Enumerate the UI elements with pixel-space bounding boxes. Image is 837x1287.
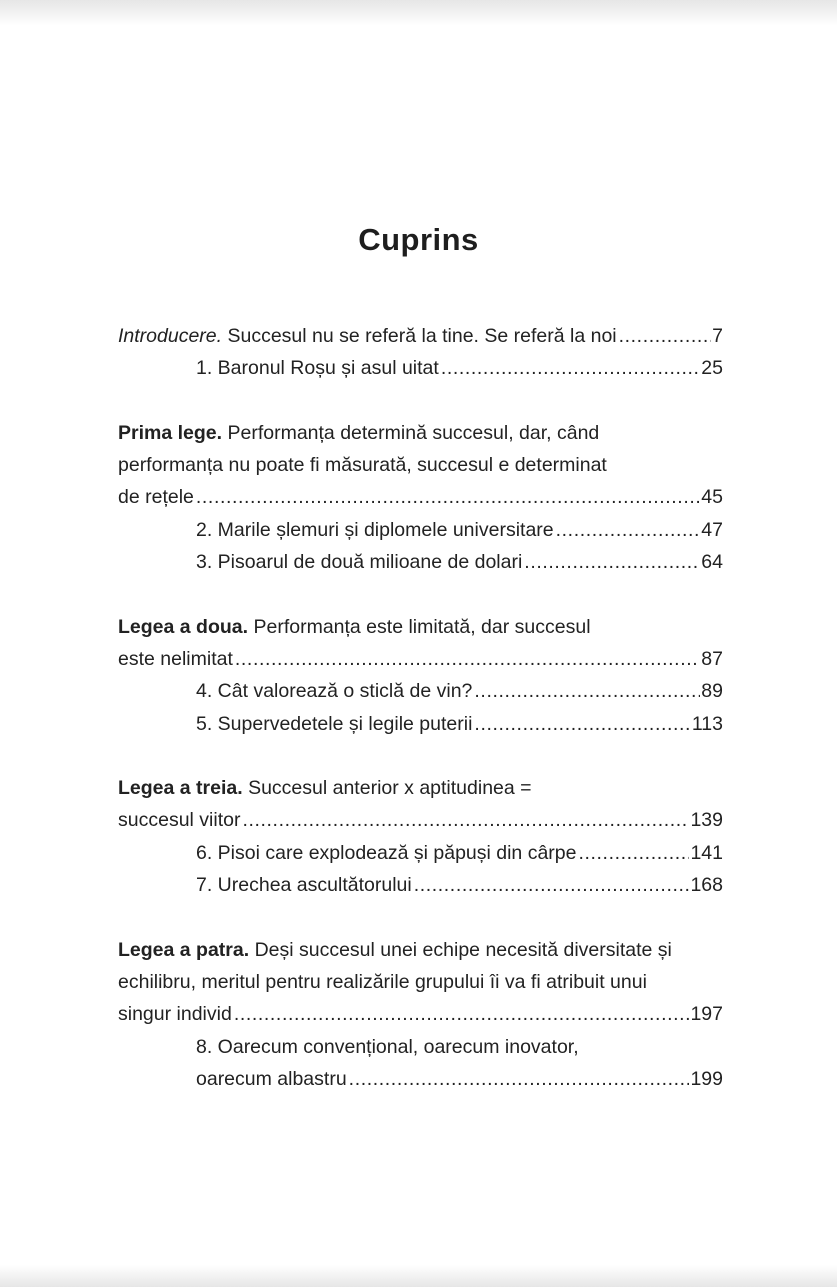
page-number: 87 [701,647,723,670]
law-text-line: echilibru, meritul pentru realizările grupului îi va fi atribuit unui [118,970,647,993]
chapter-title: 3. Pisoarul de două milioane de dolari [196,551,523,574]
page-number: 64 [701,551,723,574]
toc-section-law-3 [118,772,723,901]
page-number: 199 [690,1067,723,1090]
page-number: 25 [701,357,723,380]
page-number: 141 [690,841,723,864]
page-top-shadow [0,0,837,26]
law-heading-line [118,934,723,966]
page-number: 168 [690,874,723,897]
toc-entry-chapter-1 [118,352,723,384]
page-title: Cuprins [358,221,479,257]
toc-entry-law-1 [118,481,723,513]
chapter-title: 7. Urechea ascultătorului [196,874,412,897]
page-number: 47 [701,518,723,541]
toc-entry-chapter-2 [118,514,723,546]
law-label: Prima lege. [118,421,223,444]
chapter-title: oarecum albastru [196,1067,347,1090]
toc-entry-chapter-7 [118,869,723,901]
intro-label: Introducere. [118,325,223,347]
chapter-title: 6. Pisoi care explodează și păpuși din cârpe [196,841,577,864]
toc-entry-chapter-8 [118,1063,723,1095]
dot-leader [234,998,690,1030]
page-number: 7 [712,325,723,347]
law-heading-line [118,417,723,449]
law-label: Legea a patra. [118,938,250,961]
toc-entry-law-2 [118,643,723,675]
chapter-title-line: 8. Oarecum convențional, oarecum inovator, [196,1035,579,1058]
toc-section-law-2 [118,611,723,740]
law-label: Legea a treia. [118,777,243,800]
toc-section-law-4 [118,934,723,1095]
table-of-contents [118,320,723,1127]
dot-leader [474,708,690,740]
dot-leader [414,869,690,901]
law-text: succesul viitor [118,809,241,832]
dot-leader [196,481,700,513]
chapter-title: 2. Marile șlemuri și diplomele universitare [196,518,554,541]
law-text: de rețele [118,486,194,509]
dot-leader [441,352,700,384]
page-number: 139 [690,809,723,832]
toc-entry-intro [118,320,723,352]
law-label: Legea a doua. [118,615,249,638]
intro-text: Succesul nu se referă la tine. Se referă la noi [227,325,617,347]
page-bottom-shadow [0,1265,837,1287]
dot-leader [556,514,701,546]
toc-entry-chapter-3 [118,546,723,578]
page-number: 89 [701,680,723,703]
page-number: 113 [691,712,723,735]
toc-entry-law-3 [118,804,723,836]
law-text: Performanța determină succesul, dar, când [227,421,600,444]
toc-section-law-1 [118,417,723,578]
law-heading-line [118,772,723,804]
dot-leader [349,1063,690,1095]
law-text-line: performanța nu poate fi măsurată, succesul e determinat [118,454,607,477]
law-text: singur individ [118,1003,232,1026]
law-heading-line [118,611,723,643]
dot-leader [578,837,689,869]
law-text: Deși succesul unei echipe necesită diversitate și [254,938,672,961]
toc-entry-law-4 [118,998,723,1030]
page-number: 45 [701,486,723,509]
toc-entry-chapter-4 [118,675,723,707]
dot-leader [474,675,700,707]
toc-entry-chapter-5 [118,708,723,740]
toc-entry-chapter-6 [118,837,723,869]
dot-leader [235,643,700,675]
law-text: Succesul anterior x aptitudinea = [248,777,532,800]
chapter-title: 5. Supervedetele și legile puterii [196,712,473,735]
toc-section-intro [118,320,723,385]
page-number: 197 [690,1003,723,1026]
chapter-title: 1. Baronul Roșu și asul uitat [196,357,439,380]
chapter-title: 4. Cât valorează o sticlă de vin? [196,680,473,703]
dot-leader [619,320,712,352]
law-text: este nelimitat [118,647,233,670]
toc-entry-text [118,320,617,352]
law-text: Performanța este limitată, dar succesul [253,615,591,638]
dot-leader [242,804,689,836]
dot-leader [524,546,700,578]
